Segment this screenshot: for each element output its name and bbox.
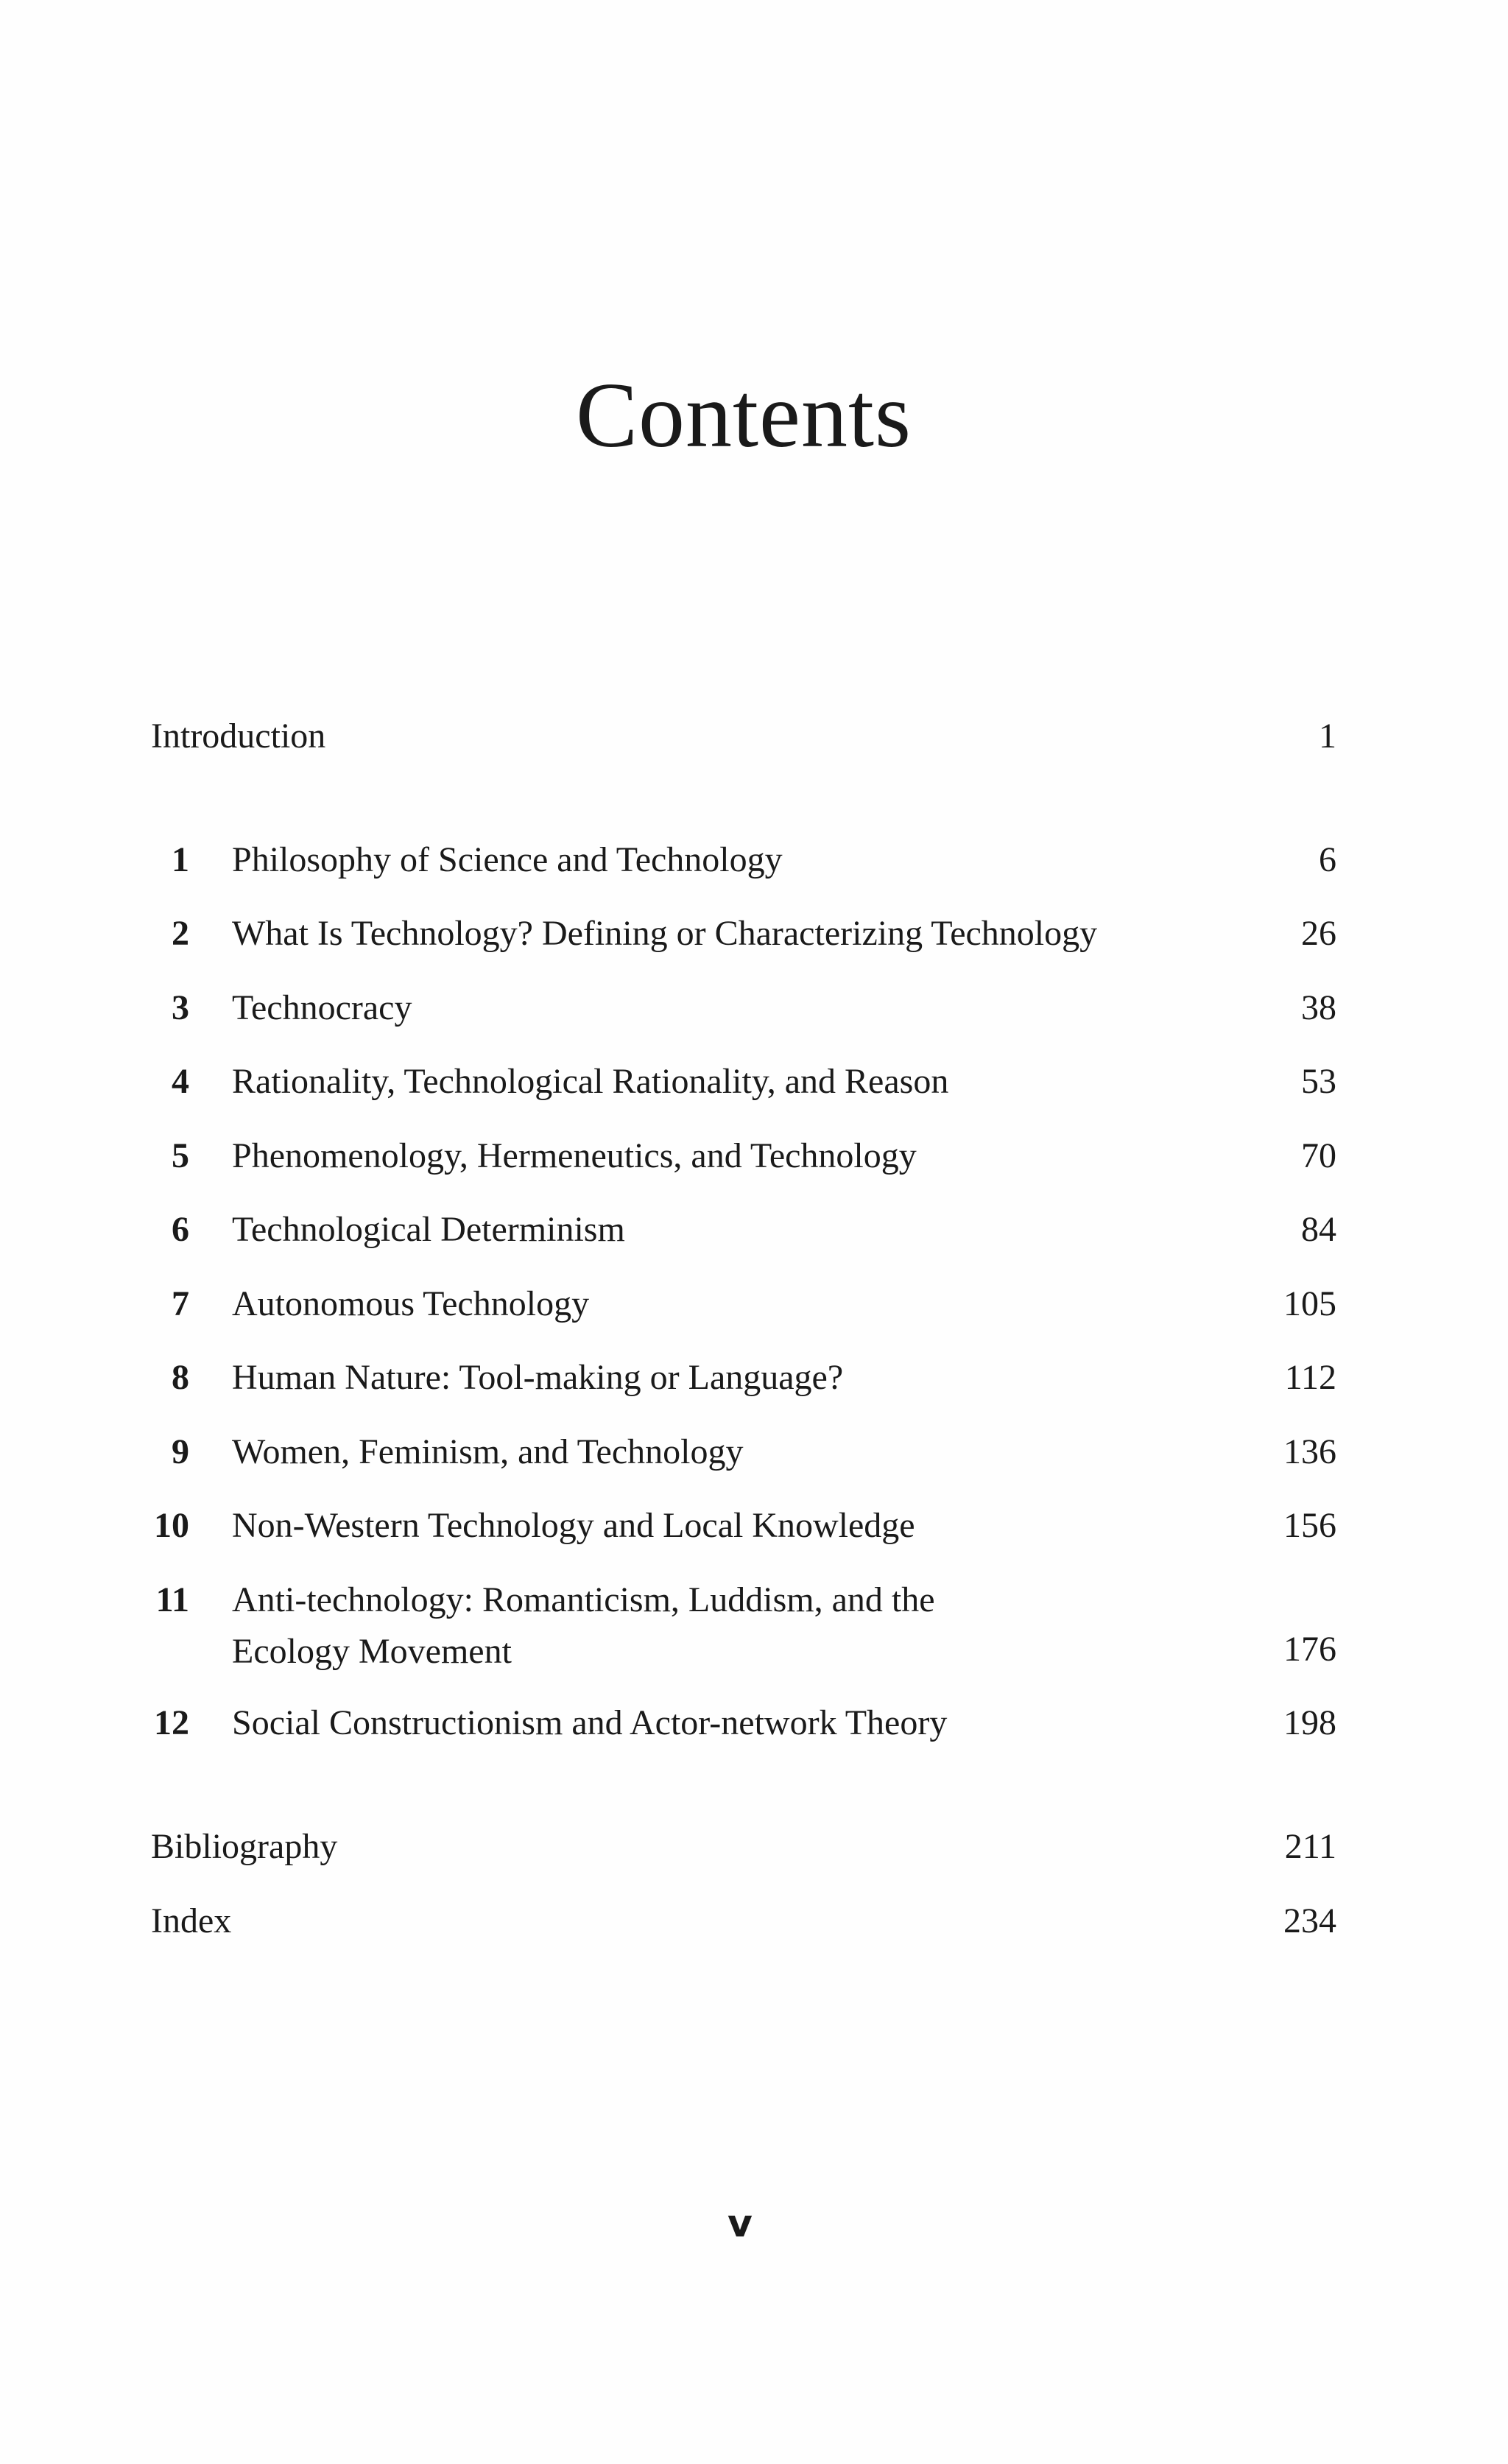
toc-entry-page: 53 xyxy=(1301,1062,1336,1101)
toc-entry-bibliography[interactable] xyxy=(151,1821,1336,1873)
toc-entry-introduction[interactable] xyxy=(151,711,1336,762)
toc-entry-chapter-2[interactable] xyxy=(151,908,1336,960)
toc-entry-chapter-1[interactable] xyxy=(151,834,1336,886)
toc-entry-page: 156 xyxy=(1283,1506,1336,1545)
toc-entry-title: Autonomous Technology xyxy=(232,1284,590,1323)
toc-entry-page: 6 xyxy=(1319,840,1336,879)
toc-entry-chapter-11[interactable] xyxy=(151,1574,1336,1678)
toc-entry-page: 70 xyxy=(1301,1136,1336,1175)
toc-entry-index[interactable] xyxy=(151,1895,1336,1947)
toc-entry-page: 26 xyxy=(1301,914,1336,953)
chapter-number: 5 xyxy=(172,1136,189,1175)
page-number-folio: v xyxy=(727,2202,753,2246)
toc-entry-title: Introduction xyxy=(151,717,326,756)
toc-entry-title: Non-Western Technology and Local Knowledge xyxy=(232,1506,915,1545)
toc-entry-page: 136 xyxy=(1283,1432,1336,1471)
toc-entry-title: Bibliography xyxy=(151,1827,338,1866)
toc-entry-title: Technological Determinism xyxy=(232,1210,625,1249)
chapter-number: 2 xyxy=(172,914,189,953)
chapter-number: 10 xyxy=(154,1506,189,1545)
toc-entry-chapter-6[interactable] xyxy=(151,1204,1336,1256)
toc-entry-chapter-3[interactable] xyxy=(151,982,1336,1034)
toc-entry-page: 234 xyxy=(1283,1901,1336,1940)
toc-entry-chapter-12[interactable] xyxy=(151,1697,1336,1749)
chapter-number: 7 xyxy=(172,1284,189,1323)
toc-entry-title: What Is Technology? Defining or Characterizing Technology xyxy=(232,914,1098,953)
toc-entry-title: Social Constructionism and Actor-network Theory xyxy=(232,1703,948,1742)
toc-entry-page: 105 xyxy=(1283,1284,1336,1323)
toc-entry-title: Phenomenology, Hermeneutics, and Technology xyxy=(232,1136,917,1175)
page-title: Contents xyxy=(575,365,912,467)
chapter-number: 1 xyxy=(172,840,189,879)
toc-entry-title: Index xyxy=(151,1901,232,1940)
chapter-number: 6 xyxy=(172,1210,189,1249)
chapter-number: 3 xyxy=(172,988,189,1027)
toc-entry-title: Human Nature: Tool-making or Language? xyxy=(232,1358,844,1397)
toc-entry-page: 84 xyxy=(1301,1210,1336,1249)
toc-entry-page: 112 xyxy=(1284,1358,1336,1397)
chapter-number: 11 xyxy=(155,1580,189,1619)
chapter-number: 9 xyxy=(172,1432,189,1471)
toc-entry-chapter-5[interactable] xyxy=(151,1130,1336,1182)
toc-entry-page: 1 xyxy=(1319,717,1336,756)
toc-entry-page: 38 xyxy=(1301,988,1336,1027)
toc-entry-title: Rationality, Technological Rationality, and Reason xyxy=(232,1062,949,1101)
toc-entry-title: Women, Feminism, and Technology xyxy=(232,1432,744,1471)
chapter-number: 4 xyxy=(172,1062,189,1101)
toc-entry-title: Technocracy xyxy=(232,988,412,1027)
toc-entry-page: 198 xyxy=(1283,1703,1336,1742)
toc-entry-title: Philosophy of Science and Technology xyxy=(232,840,783,879)
toc-entry-title xyxy=(232,1574,1189,1678)
toc-entry-chapter-9[interactable] xyxy=(151,1426,1336,1478)
toc-entry-page: 211 xyxy=(1284,1827,1336,1866)
toc-entry-page: 176 xyxy=(1283,1630,1336,1669)
toc-entry-title-line-2: Ecology Movement xyxy=(232,1632,512,1671)
toc-entry-title-line-1: Anti-technology: Romanticism, Luddism, and the xyxy=(232,1580,935,1619)
toc-entry-chapter-10[interactable] xyxy=(151,1500,1336,1552)
chapter-number: 8 xyxy=(172,1358,189,1397)
toc-entry-chapter-7[interactable] xyxy=(151,1278,1336,1330)
chapter-number: 12 xyxy=(154,1703,189,1742)
toc-entry-chapter-8[interactable] xyxy=(151,1352,1336,1404)
toc-entry-chapter-4[interactable] xyxy=(151,1056,1336,1108)
